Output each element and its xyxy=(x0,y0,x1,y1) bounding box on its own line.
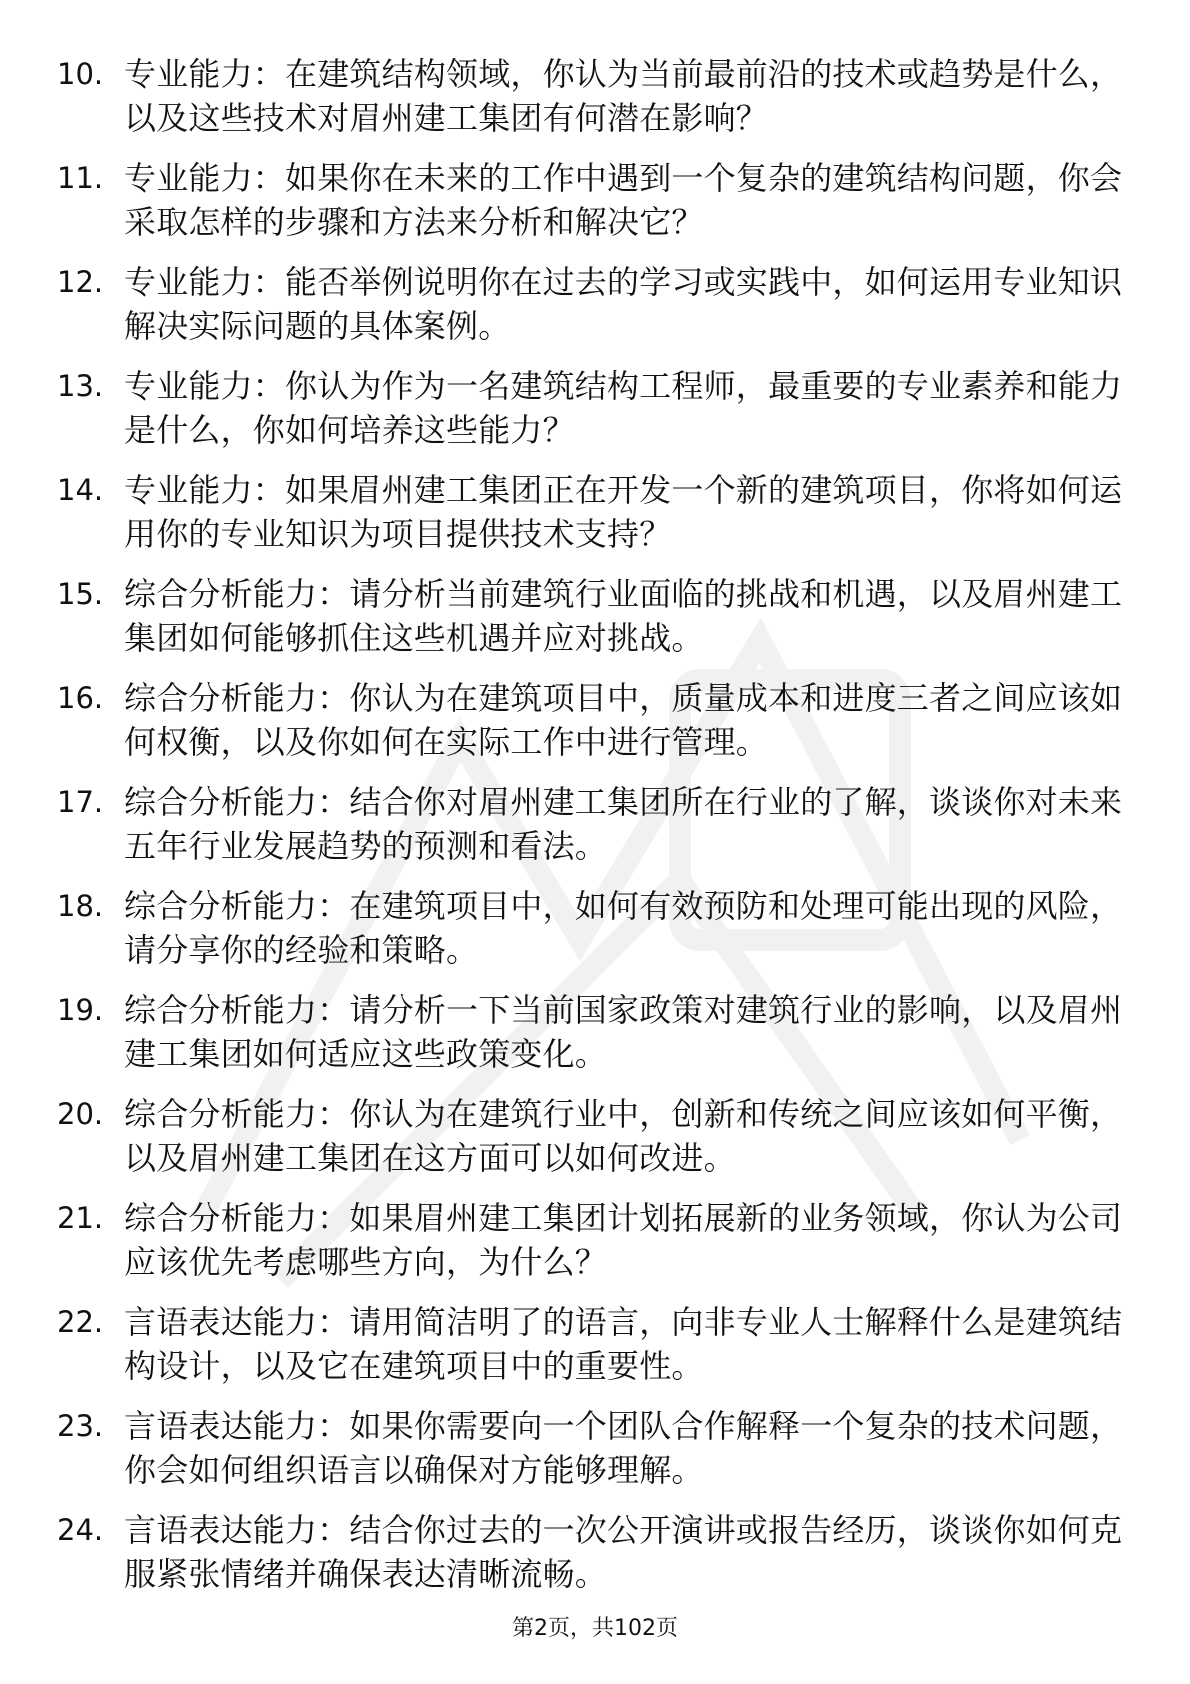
question-number: 24. xyxy=(57,1513,104,1547)
question-text: 综合分析能力：如果眉州建工集团计划拓展新的业务领域，你认为公司应该优先考虑哪些方向，为什么？ xyxy=(124,1199,1123,1281)
question-text: 专业能力：如果你在未来的工作中遇到一个复杂的建筑结构问题，你会采取怎样的步骤和方法来分析和解决它？ xyxy=(124,159,1123,241)
question-item xyxy=(0,1084,1190,1188)
question-text: 专业能力：如果眉州建工集团正在开发一个新的建筑项目，你将如何运用你的专业知识为项目提供技术支持？ xyxy=(124,471,1123,553)
question-number: 22. xyxy=(57,1305,104,1339)
question-text: 综合分析能力：请分析一下当前国家政策对建筑行业的影响，以及眉州建工集团如何适应这些政策变化。 xyxy=(124,991,1123,1073)
question-text: 综合分析能力：你认为在建筑项目中，质量成本和进度三者之间应该如何权衡，以及你如何在实际工作中进行管理。 xyxy=(124,679,1123,761)
question-item xyxy=(0,668,1190,772)
question-item xyxy=(0,148,1190,252)
question-text: 综合分析能力：结合你对眉州建工集团所在行业的了解，谈谈你对未来五年行业发展趋势的预测和看法。 xyxy=(124,783,1123,865)
question-item xyxy=(0,1500,1190,1604)
question-text: 专业能力：你认为作为一名建筑结构工程师，最重要的专业素养和能力是什么，你如何培养这些能力？ xyxy=(124,367,1123,449)
question-number: 10. xyxy=(57,57,104,91)
question-text: 综合分析能力：你认为在建筑行业中，创新和传统之间应该如何平衡，以及眉州建工集团在这方面可以如何改进。 xyxy=(124,1095,1123,1177)
question-number: 21. xyxy=(57,1201,104,1235)
question-number: 11. xyxy=(57,161,104,195)
question-number: 17. xyxy=(57,785,104,819)
page-number-label: 第2页，共102页 xyxy=(512,1616,678,1641)
question-text: 综合分析能力：在建筑项目中，如何有效预防和处理可能出现的风险，请分享你的经验和策略。 xyxy=(124,887,1123,969)
question-item xyxy=(0,564,1190,668)
question-text: 言语表达能力：结合你过去的一次公开演讲或报告经历，谈谈你如何克服紧张情绪并确保表达清晰流畅。 xyxy=(124,1511,1123,1593)
question-number: 20. xyxy=(57,1097,104,1131)
question-item xyxy=(0,356,1190,460)
question-text: 综合分析能力：请分析当前建筑行业面临的挑战和机遇，以及眉州建工集团如何能够抓住这些机遇并应对挑战。 xyxy=(124,575,1123,657)
question-item xyxy=(0,460,1190,564)
question-number: 18. xyxy=(57,889,104,923)
question-list xyxy=(0,44,1190,1604)
question-number: 23. xyxy=(57,1409,104,1443)
question-item xyxy=(0,772,1190,876)
question-number: 19. xyxy=(57,993,104,1027)
question-number: 12. xyxy=(57,265,104,299)
question-item xyxy=(0,44,1190,148)
question-text: 专业能力：能否举例说明你在过去的学习或实践中，如何运用专业知识解决实际问题的具体案例。 xyxy=(124,263,1123,345)
question-item xyxy=(0,1188,1190,1292)
question-text: 专业能力：在建筑结构领域，你认为当前最前沿的技术或趋势是什么，以及这些技术对眉州建工集团有何潜在影响？ xyxy=(124,55,1123,137)
question-number: 16. xyxy=(57,681,104,715)
question-item xyxy=(0,1292,1190,1396)
question-number: 14. xyxy=(57,473,104,507)
question-item xyxy=(0,252,1190,356)
question-text: 言语表达能力：请用简洁明了的语言，向非专业人士解释什么是建筑结构设计，以及它在建筑项目中的重要性。 xyxy=(124,1303,1123,1385)
question-item xyxy=(0,980,1190,1084)
page-footer xyxy=(0,1614,1190,1644)
question-text: 言语表达能力：如果你需要向一个团队合作解释一个复杂的技术问题，你会如何组织语言以确保对方能够理解。 xyxy=(124,1407,1123,1489)
question-item xyxy=(0,1396,1190,1500)
question-item xyxy=(0,876,1190,980)
question-number: 15. xyxy=(57,577,104,611)
question-number: 13. xyxy=(57,369,104,403)
